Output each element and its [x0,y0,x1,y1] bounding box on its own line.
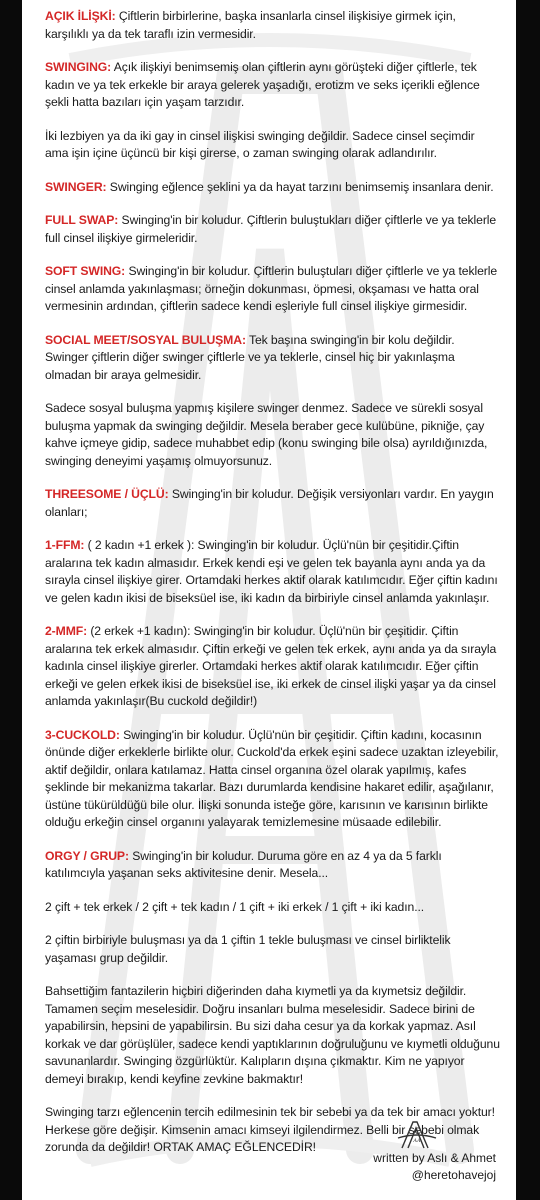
signature-author: written by Aslı & Ahmet [373,1151,496,1165]
paragraph-text: Swinging'in bir koludur. Duruma göre en az 4 ya da 5 farklı katılımcıyla yaşanan seks aktivitesine denir. Mesela... [45,848,442,880]
term-label: FULL SWAP: [45,213,119,227]
signature-handle: @heretohavejoj [411,1168,496,1182]
paragraph-text: ( 2 kadın +1 erkek ): Swinging'in bir koludur. Üçlü'nün bir çeşitidir.Çiftin aralarına tek kadın almasıdır. Erkek kendi eşi ve gelen tek bayanla aynı anda ya da sırayla cinsel ilişkiye girer. Ortamdaki herkes aktif olarak katılımcıdır. Eğer çiftin kadını ve gelen kadın ikisi de biseksüel ise, iki kadın da birbiriyle cinsel anlamda yakınlaşır. [45,538,498,605]
paragraph-text: Çiftlerin birbirlerine, başka insanlarla cinsel ilişkisiye girmek için, karşılıklı ya da tek taraflı izin vermesidir. [45,9,456,41]
paragraph-text: Swinging'in bir koludur. Çiftlerin buluştukları diğer çiftlerle ve ya teklerle full cinsel ilişkiye girmeleridir. [45,213,497,245]
svg-text:AA: AA [413,1138,421,1144]
term-label: SWINGER: [45,179,107,194]
paragraph [45,486,500,521]
paragraph-text: 2 çift + tek erkek / 2 çift + tek kadın / 1 çift + iki erkek / 1 çift + iki kadın... [45,899,425,914]
paragraph [45,932,500,967]
term-label: 2-MMF: [45,624,88,638]
paragraph [45,8,500,43]
term-label: SWINGING: [45,60,112,74]
paragraph [45,623,500,711]
term-label: SOCIAL MEET/SOSYAL BULUŞMA: [45,332,246,347]
document-body [45,8,500,1173]
paragraph [45,263,500,316]
paragraph-text: 2 çiftin birbiriyle buluşması ya da 1 çiftin 1 tekle buluşması ve cinsel birliktelik yaşaması grup değildir. [45,933,451,965]
paragraph [45,848,500,883]
paragraph-text: Swinging eğlence şeklini ya da hayat tarzını benimsemiş insanlara denir. [106,179,494,194]
paragraph [45,332,500,385]
term-label: AÇIK İLİŞKİ: [45,9,116,23]
term-label: 1-FFM: [45,538,85,552]
paragraph [45,59,500,112]
paragraph [45,212,500,247]
term-label: ORGY / GRUP: [45,848,129,863]
paragraph-text: İki lezbiyen ya da iki gay in cinsel ilişkisi swinging değildir. Sadece cinsel seçimdir ama işin içine üçüncü bir kişi girerse, o zaman swinging olarak adlandırılır. [45,128,475,160]
signature-block [373,1150,496,1184]
paragraph [45,727,500,832]
paragraph-text: Swinging tarzı eğlencenin tercih edilmesinin tek bir sebebi ya da tek bir amacı yoktur! Herkese göre değişir. Kimsenin amacı kimseyi ilgilendirmez. Belli bir sebebi olmak zorunda da değildir! ORTAK AMAÇ EĞLENCEDİR! [45,1105,495,1154]
paragraph [45,537,500,607]
paragraph [45,128,500,163]
paragraph [45,400,500,470]
paragraph-text: Bahsettiğim fantazilerin hiçbiri diğerinden daha kıymetli ya da kıymetsiz değildir. Tamamen seçim meselesidir. Doğru insanları bulma meselesidir. Sadece birini de yapabilirsin, hepsini de yapabilirsin. Bu sizi daha cesur ya da korkak yapmaz. Asıl korkak ve dar görüşlüler, sadece kendi yaptıklarının doğruluğunu ve kıymetli olduğunu savunanlardır. Swinging özgürlüktür. Kalıpların dışına çıkmaktır. Kim ne yapıyor demeyi bırakıp, kendi keyfine zevkine bakmaktır! [45,984,500,1086]
paragraph [45,983,500,1088]
paragraph-text: Swinging'in bir koludur. Değişik versiyonları vardır. En yaygın olanları; [45,487,494,519]
paragraph-text: Sadece sosyal buluşma yapmış kişilere swinger denmez. Sadece ve sürekli sosyal buluşma yapmak da swinging değildir. Mesela beraber gece kulübüne, pikniğe, çay kahve içmeye gidip, sadece muhabbet edip (konu swinging bile olsa) ayrıldığınızda, swinging deneyimi yaşamış olmuyorsunuz. [45,401,488,468]
paragraph [45,179,500,197]
paragraph-text: Tek başına swinging'in bir kolu değildir. Swinger çiftlerin diğer swinger çiftlerle ve ya teklerle, cinsel hiç bir yakınlaşma olmadan bir araya gelmesidir. [45,332,455,382]
paragraph-text: Swinging'in bir koludur. Üçlü'nün bir çeşitidir. Çiftin kadını, kocasının önünde diğer erkeklerle birlikte olur. Cuckold'da erkek eşini sadece uzaktan izleyebilir, aktif değildir, onlara katılamaz. Hatta cinsel organına özel olarak yapılmış, kafes şeklinde bir mekanizma takarlar. Bazı durumlarda kendisine hakaret edilir, aşağılanır, üstüne tükürüldüğü bile olur. İlişki sonunda isteğe göre, karısının ve karısının birlikte olduğu erkeğin cinsel organını yalayarak temizlemesine müsaade edilebilir. [45,727,499,829]
right-black-edge [516,0,540,1200]
term-label: THREESOME / ÜÇLÜ: [45,487,169,501]
paragraph-text: Açık ilişkiyi benimsemiş olan çiftlerin aynı görüşteki diğer çiftlerle, tek kadın ve ya tek erkekle bir araya gelerek yaşadığı, erotizm ve seks içerikli eğlence şekli hatta bazıları için yaşam tarzıdır. [45,60,480,109]
term-label: SOFT SWING: [45,264,126,278]
paragraph [45,899,500,917]
paragraph-text: (2 erkek +1 kadın): Swinging'in bir koludur. Üçlü'nün bir çeşitidir. Çiftin aralarına tek erkek almasıdır. Çiftin erkeği ve gelen tek erkek, aynı anda ya da sırayla kadınla cinsel ilişkiye girerler. Ortamdaki herkes aktif olarak katılımcıdır. Eğer çiftin erkeği ve gelen erkek ikisi de biseksüel ise, iki erkek de cinsel ilişki yaşar ya da cinsel anlamda yakınlaşır(Bu cuckold değildir!) [45,624,497,708]
paragraph-text: Swinging'in bir koludur. Çiftlerin buluştuları diğer çiftlerle ve ya teklerle cinsel anlamda yakınlaşması; örneğin dokunması, öpmesi, okşaması ve hatta oral vermesinin ardından, çiftlerin sadece kendi eşleriyle full cinsel ilişkiye girmesidir. [45,264,497,313]
term-label: 3-CUCKOLD: [45,727,120,742]
left-black-edge [0,0,22,1200]
aa-monogram-logo-icon [396,1118,438,1152]
